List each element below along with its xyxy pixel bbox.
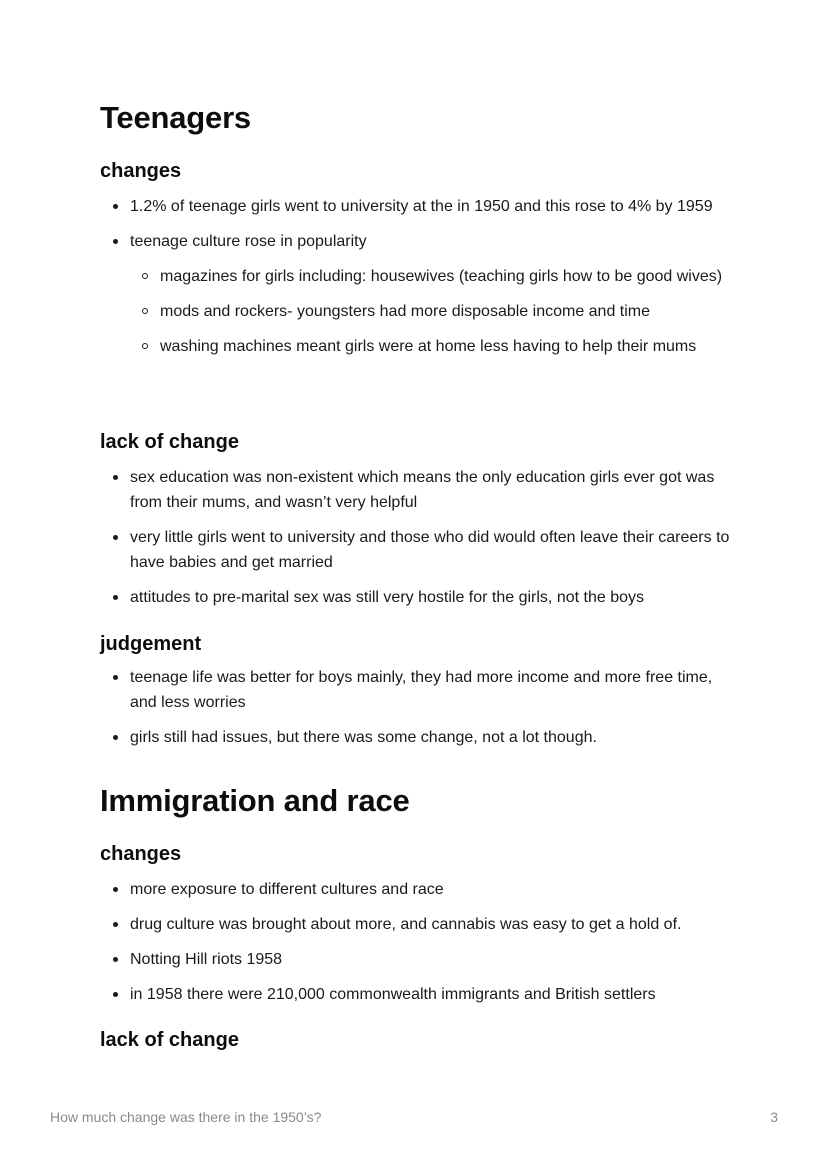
bullet-icon — [113, 957, 118, 962]
hollow-bullet-icon — [142, 308, 148, 314]
bullet-icon — [113, 922, 118, 927]
list-item: teenage life was better for boys mainly, they had more income and more free time, and less worries — [100, 665, 740, 715]
list-teenagers-changes — [100, 184, 740, 359]
bullet-icon — [113, 239, 118, 244]
bullet-icon — [113, 204, 118, 209]
list-item: more exposure to different cultures and race — [100, 877, 740, 902]
list-item: in 1958 there were 210,000 commonwealth immigrants and British settlers — [100, 982, 740, 1007]
footer-page-number: 3 — [770, 1109, 778, 1125]
hollow-bullet-icon — [142, 273, 148, 279]
list-item: girls still had issues, but there was some change, not a lot though. — [100, 725, 740, 750]
list-item: Notting Hill riots 1958 — [100, 947, 740, 972]
subheading-immigration-changes: changes — [100, 843, 182, 865]
sublist — [130, 264, 740, 359]
subheading-teenagers-changes: changes — [100, 160, 182, 182]
bullet-icon — [113, 475, 118, 480]
sublist-item: mods and rockers- youngsters had more disposable income and time — [130, 299, 740, 324]
bullet-icon — [113, 595, 118, 600]
list-item: very little girls went to university and those who did would often leave their careers to have babies and get married — [100, 525, 740, 575]
list-item: 1.2% of teenage girls went to university at the in 1950 and this rose to 4% by 1959 — [100, 194, 740, 219]
section-title-teenagers: Teenagers — [100, 100, 251, 135]
subheading-teenagers-lack-of-change: lack of change — [100, 431, 239, 453]
bullet-icon — [113, 735, 118, 740]
bullet-icon — [113, 992, 118, 997]
footer-document-title: How much change was there in the 1950’s? — [50, 1109, 322, 1125]
bullet-icon — [113, 535, 118, 540]
list-item: teenage culture rose in popularity magazines for girls including: housewives (teaching girls how to be good wives) mods and rockers- youngsters had more disposable income and time washing machines meant girls were at home less having to help their mums — [100, 229, 740, 359]
bullet-icon — [113, 675, 118, 680]
list-teenagers-lack-of-change — [100, 455, 740, 610]
section-title-immigration: Immigration and race — [100, 783, 410, 818]
list-item: drug culture was brought about more, and cannabis was easy to get a hold of. — [100, 912, 740, 937]
list-item: attitudes to pre-marital sex was still very hostile for the girls, not the boys — [100, 585, 740, 610]
sublist-item: washing machines meant girls were at home less having to help their mums — [130, 334, 740, 359]
hollow-bullet-icon — [142, 343, 148, 349]
bullet-icon — [113, 887, 118, 892]
sublist-item: magazines for girls including: housewives (teaching girls how to be good wives) — [130, 264, 740, 289]
list-item: sex education was non-existent which means the only education girls ever got was from their mums, and wasn’t very helpful — [100, 465, 740, 515]
subheading-immigration-lack-of-change: lack of change — [100, 1029, 239, 1051]
subheading-teenagers-judgement: judgement — [100, 633, 202, 655]
list-teenagers-judgement — [100, 655, 740, 750]
list-immigration-changes — [100, 867, 740, 1007]
